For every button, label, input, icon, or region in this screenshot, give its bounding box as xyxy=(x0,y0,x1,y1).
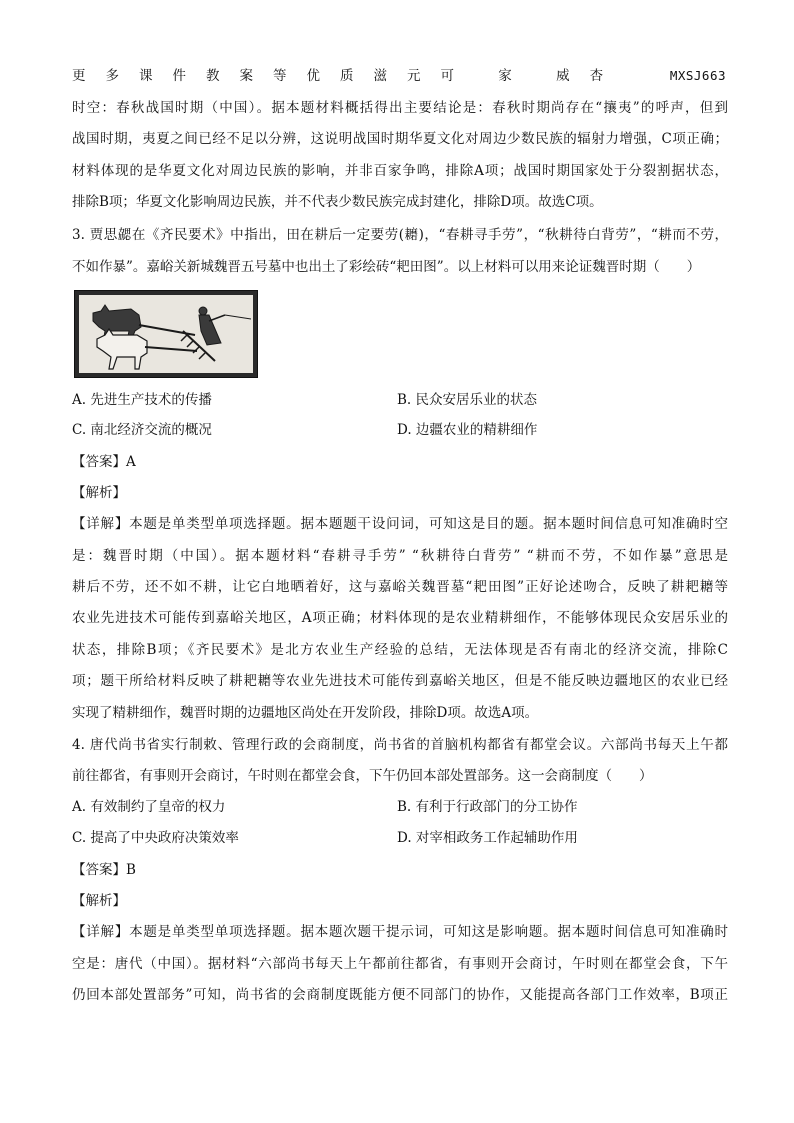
question-4-stem: 前往都省，有事则开会商讨，午时则在都堂会食，下午仍回本部处置部务。这一会商制度（ ） xyxy=(72,768,653,784)
question-3-stem: 不如作暴”。嘉峪关新城魏晋五号墓中也出土了彩绘砖“耙田图”。以上材料可以用来论证魏晋时期（ ） xyxy=(72,259,701,275)
intro-line: 排除B项；华夏文化影响周边民族，并不代表少数民族完成封建化，排除D项。故选C项。 xyxy=(72,194,603,210)
question-3-detail-line: 耕后不劳，还不如不耕，让它白地晒着好，这与嘉峪关魏晋墓“耙田图”正好论述吻合，反映了耕耙耱等 xyxy=(72,579,728,595)
header-watermark-text: 更多课件教案等优质滋元可 家 威杏 xyxy=(72,68,624,84)
question-3-option-a: A. 先进生产技术的传播 xyxy=(72,392,212,408)
intro-line: 时空：春秋战国时期（中国）。据本题材料概括得出主要结论是：春秋时期尚存在“攘夷”的呼声，但到 xyxy=(72,100,728,116)
question-4-option-d: D. 对宰相政务工作起辅助作用 xyxy=(397,830,578,846)
header-code: MXSJ663 xyxy=(669,68,726,83)
intro-line: 材料体现的是华夏文化对周边民族的影响，并非百家争鸣，排除A项；战国时期国家处于分裂割据状态， xyxy=(72,163,728,179)
question-4-option-b: B. 有利于行政部门的分工协作 xyxy=(397,799,578,815)
question-3-option-d: D. 边疆农业的精耕细作 xyxy=(397,422,538,438)
question-3-detail-line: 实现了精耕细作，魏晋时期的边疆地区尚处在开发阶段，排除D项。故选A项。 xyxy=(72,705,539,721)
question-3-detail-line: 项；题干所给材料反映了耕耙耱等农业先进技术可能传到嘉峪关地区，但是不能反映边疆地区的农业已经 xyxy=(72,673,728,689)
question-4-detail-line: 仍回本部处置部务”可知，尚书省的会商制度既能方便不同部门的协作，又能提高各部门工作效率，B项正 xyxy=(72,987,728,1003)
question-4-option-c: C. 提高了中央政府决策效率 xyxy=(72,830,239,846)
question-4-detail-line: 空是：唐代（中国）。据材料“六部尚书每天上午都前往都省，有事则开会商讨，午时则在都堂会食，下午 xyxy=(72,956,728,972)
plowing-mural-illustration xyxy=(75,291,257,377)
page-header xyxy=(72,66,726,86)
question-4-option-a: A. 有效制约了皇帝的权力 xyxy=(72,799,226,815)
question-4-analysis-label: 【解析】 xyxy=(72,893,126,909)
question-4-stem: 4. 唐代尚书省实行制敕、管理行政的会商制度，尚书省的首脑机构都省有都堂会议。六部尚书每天上午都 xyxy=(72,737,728,753)
question-3-analysis-label: 【解析】 xyxy=(72,485,126,501)
question-4-answer: 【答案】B xyxy=(72,862,136,878)
question-3-stem: 3. 贾思勰在《齐民要术》中指出，田在耕后一定要劳(耱)，“春耕寻手劳”，“秋耕待白背劳”，“耕而不劳， xyxy=(72,227,728,243)
question-3-detail-line: 是：魏晋时期（中国）。据本题材料“春耕寻手劳” “秋耕待白背劳” “耕而不劳，不如作暴”意思是 xyxy=(72,548,728,564)
question-3-detail-line: 状态，排除B项；《齐民要术》是北方农业生产经验的总结，无法体现是否有南北的经济交流，排除C xyxy=(72,642,728,658)
question-3-answer: 【答案】A xyxy=(72,454,136,470)
question-3-detail-line: 农业先进技术可能传到嘉峪关地区，A项正确；材料体现的是农业精耕细作，不能够体现民众安居乐业的 xyxy=(72,610,728,626)
question-3-detail-line: 【详解】本题是单类型单项选择题。据本题题干设问词，可知这是目的题。据本题时间信息可知准确时空 xyxy=(72,516,728,532)
question-3-option-b: B. 民众安居乐业的状态 xyxy=(397,392,538,408)
question-4-detail-line: 【详解】本题是单类型单项选择题。据本题次题干提示词，可知这是影响题。据本题时间信息可知准确时 xyxy=(72,924,728,940)
intro-line: 战国时期，夷夏之间已经不足以分辨，这说明战国时期华夏文化对周边少数民族的辐射力增强，C项正确； xyxy=(72,131,728,147)
question-3-option-c: C. 南北经济交流的概况 xyxy=(72,422,212,438)
plowing-mural-image xyxy=(74,290,258,378)
